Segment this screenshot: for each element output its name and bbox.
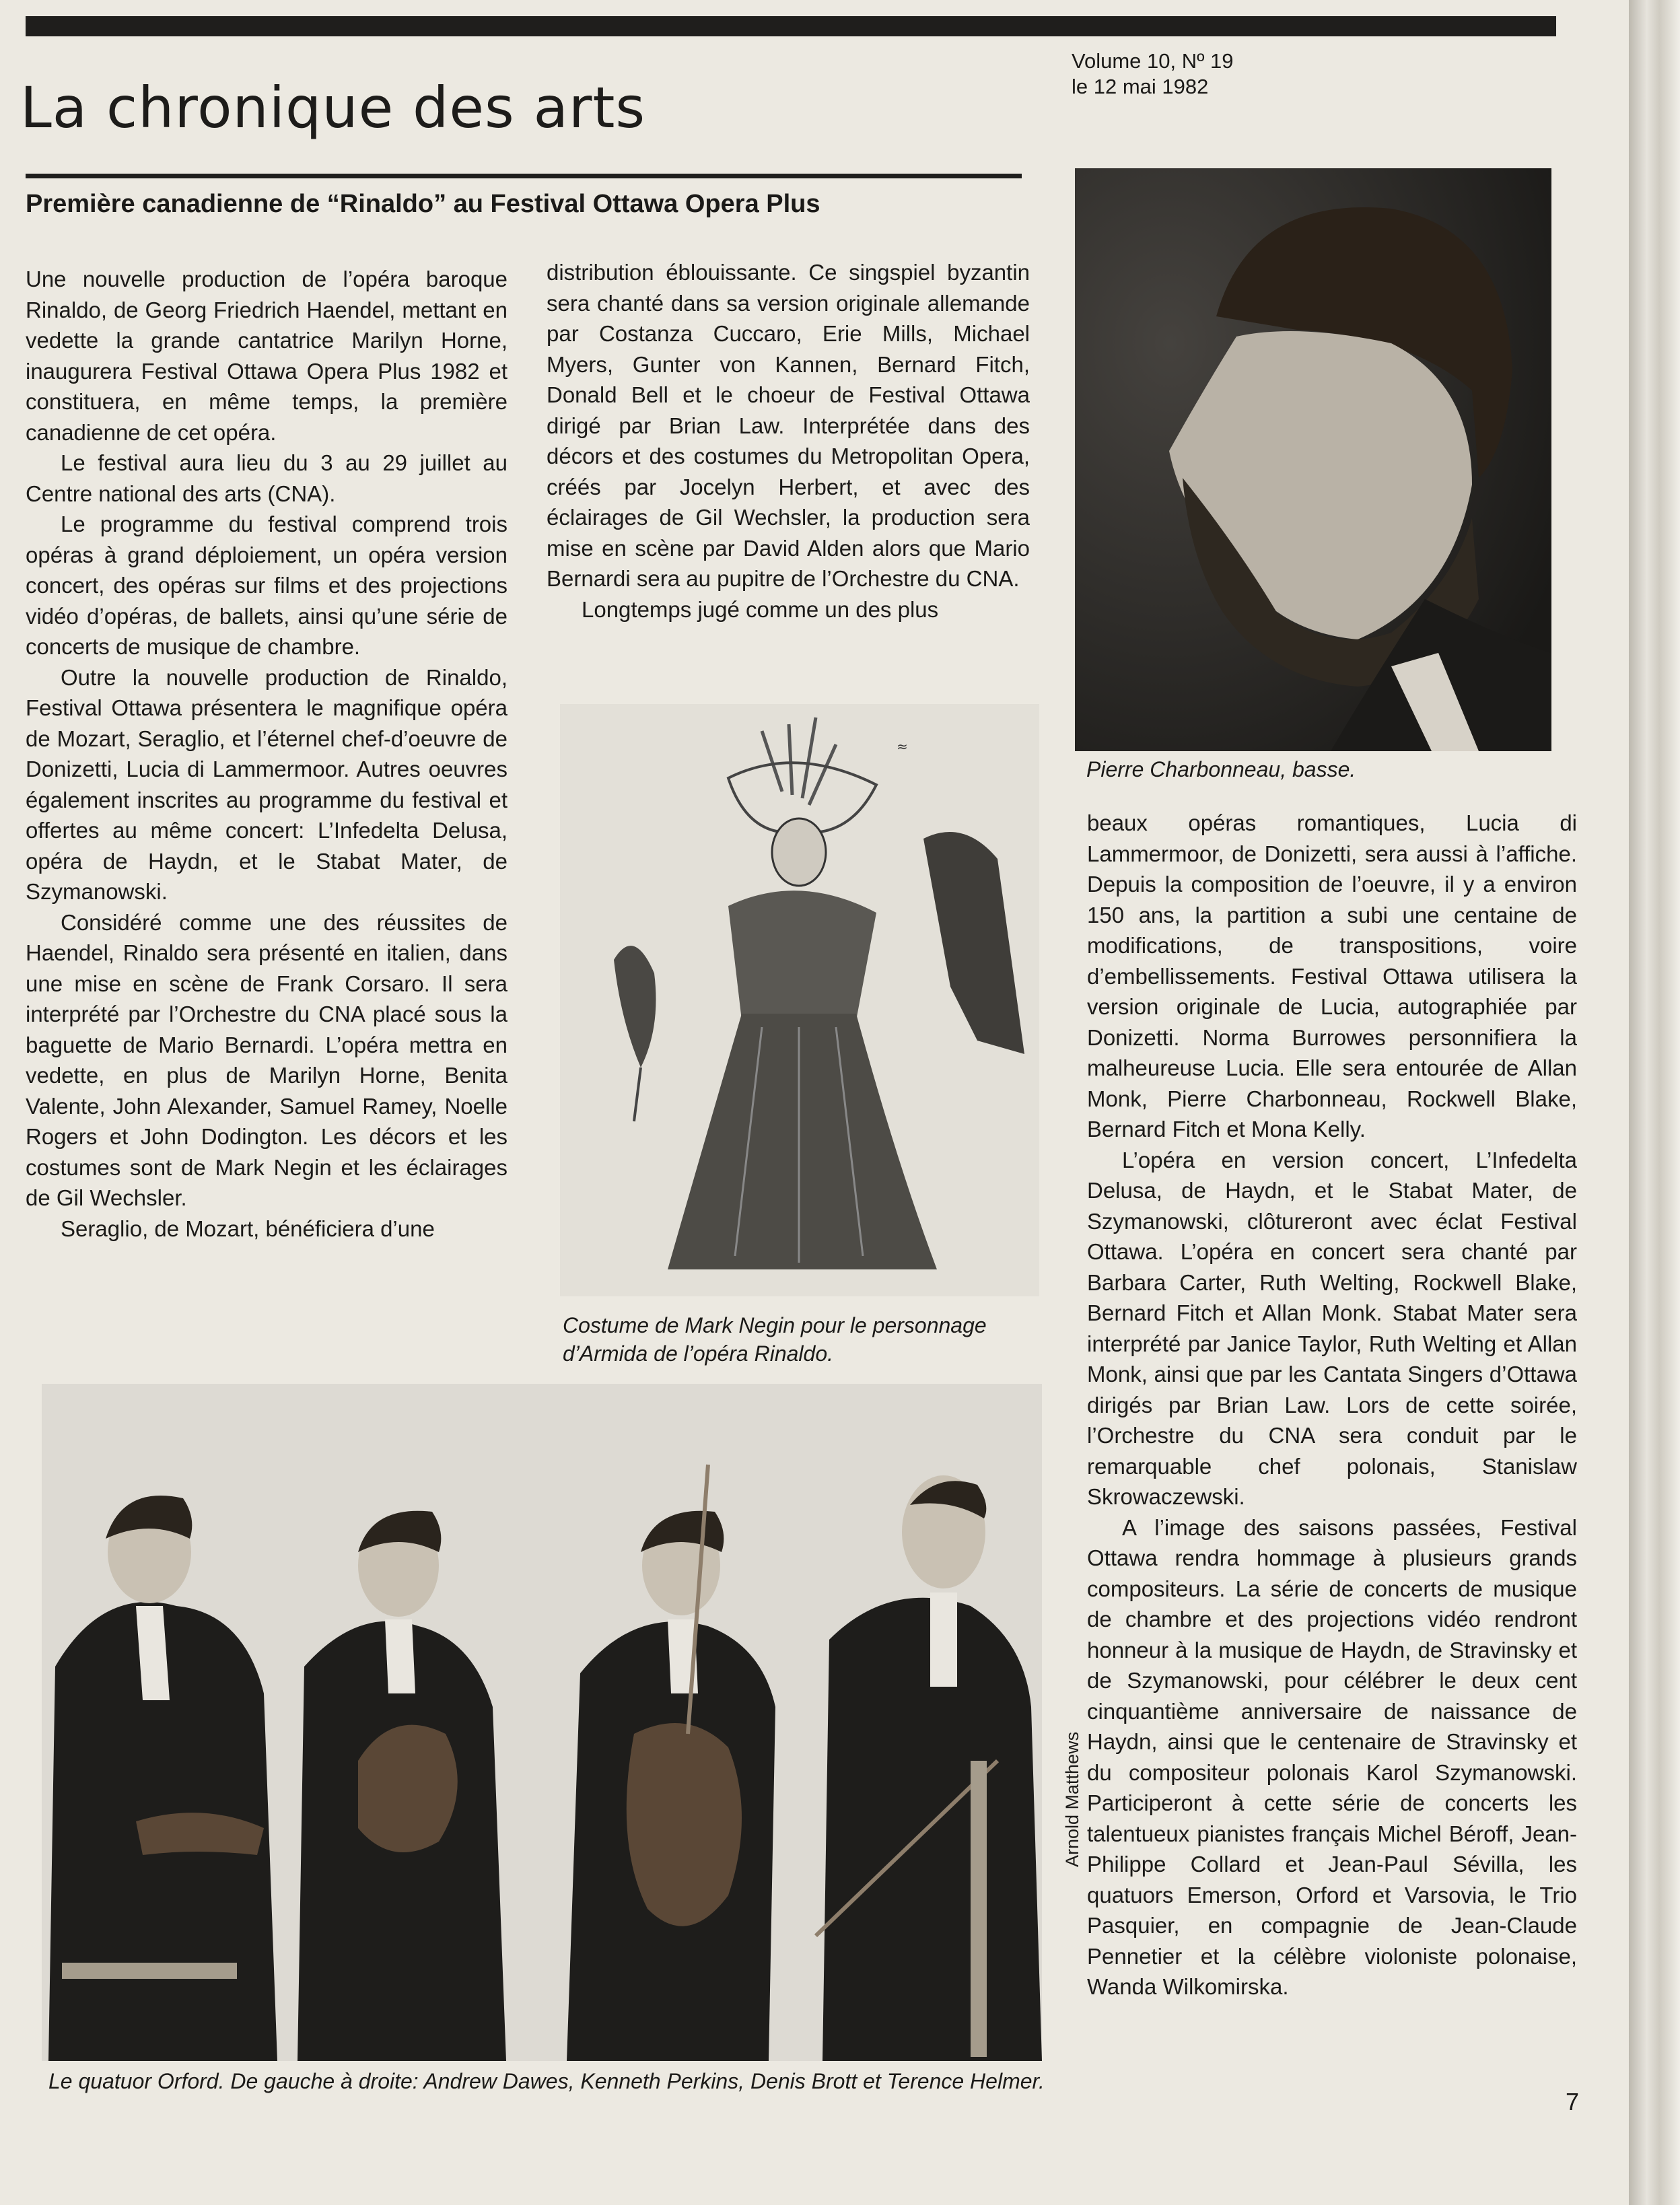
volume-number: Volume 10, Nº 19 xyxy=(1072,49,1234,73)
photo-credit: Arnold Matthews xyxy=(1062,1731,1082,1867)
quartet-caption: Le quatuor Orford. De gauche à droite: Andrew Dawes, Kenneth Perkins, Denis Brott et Terence Helmer. xyxy=(48,2069,1045,2093)
paragraph: distribution éblouissante. Ce singspiel byzantin sera chanté dans sa version originale allemande par Costanza Cuccaro, Erie Mills, Michael Myers, Gunter von Kannen, Bernard Fitch, Donald Bell et le choeur de Festival Ottawa dirigé par Brian Law. Interprétée dans des décors et des costumes du Metropolitan Opera, créés par Jocelyn Herbert, et avec des éclairages de Gil Wechsler, la production sera mise en scène par David Alden alors que Mario Bernardi sera au pupitre de l’Orchestre du CNA. xyxy=(547,260,1030,591)
svg-text:≈: ≈ xyxy=(897,738,908,755)
paragraph: Seraglio, de Mozart, bénéficiera d’une xyxy=(61,1216,435,1241)
costume-sketch-drawing xyxy=(560,704,1039,1296)
issue-info xyxy=(1072,48,1234,100)
paragraph: A l’image des saisons passées, Festival Ottawa rendra hommage à plusieurs grands compositeurs. La série de concerts de musique de chambre et des projections vidéo rendront honneur à la musique de Haydn, de Stravinsky et de Szymanowski, pour célébrer le deux cent cinquantième anniversaire de naissance de Haydn, ainsi que le centenaire de Stravinsky et du compositeur polonais Karol Szymanowski. Participeront à cette série de concerts les talentueux pianistes français Michel Béroff, Jean-Philippe Collard et Jean-Paul Sévilla, les quatuors Emerson, Orford et Varsovia, le Trio Pasquier, en compagnie de Jean-Claude Pennetier et la célèbre violoniste polonaise, Wanda Wilkomirska. xyxy=(1087,1514,1577,1999)
paragraph: Longtemps jugé comme un des plus xyxy=(582,596,939,622)
paragraph: Outre la nouvelle production de Rinaldo, Festival Ottawa présentera le magnifique opéra de Mozart, Seraglio, et l’éternel chef-d’oeuvre de Donizetti, Lucia di Lammermoor. Autres oeuvres également inscrites au programme du festival et offertes au même concert: L’Infedelta Delusa, opéra de Haydn, et le Stabat Mater, de Szymanowski. xyxy=(26,664,508,904)
paragraph: Une nouvelle production de l’opéra baroque Rinaldo, de Georg Friedrich Haendel, mettant en vedette la grande cantatrice Marilyn Horne, inaugurera Festival Ottawa Opera Plus 1982 et constituera, en même temps, la première canadienne de cet opéra. xyxy=(26,267,508,445)
portrait-caption: Pierre Charbonneau, basse. xyxy=(1086,757,1356,781)
paragraph: Considéré comme une des réussites de Haendel, Rinaldo sera présenté en italien, dans une mise en scène de Frank Corsaro. Il sera interprété par l’Orchestre du CNA placé sous la baguette de Mario Bernardi. L’opéra mettra en vedette, en plus de Marilyn Horne, Benita Valente, John Alexander, Samuel Ramey, Noelle Rogers et John Dodington. Les décors et les costumes sont de Mark Negin et les éclairages de Gil Wechsler. xyxy=(26,909,508,1210)
masthead-title: La chronique des arts xyxy=(20,75,646,141)
paragraph: Le programme du festival comprend trois opéras à grand déploiement, un opéra version concert, des opéras sur films et des projections vidéo d’opéras, de ballets, ainsi qu’une série de concerts de musique de chambre. xyxy=(26,512,508,659)
paragraph: beaux opéras romantiques, Lucia di Lammermoor, de Donizetti, sera aussi à l’affiche. Depuis la composition de l’oeuvre, il y a environ 150 ans, la partition a subi une centaine de modifications, de transpositions, voire d’embellissements. Festival Ottawa utilisera la version originale de Lucia, autographiée par Donizetti. Norma Burrowes personnifiera la malheureuse Lucia. Elle sera entourée de Allan Monk, Pierre Charbonneau, Rockwell Blake, Bernard Fitch et Mona Kelly. xyxy=(1087,810,1577,1142)
article-column-2 xyxy=(547,257,1030,625)
page-number: 7 xyxy=(1566,2088,1580,2115)
portrait-photo xyxy=(1075,168,1551,751)
portrait-image xyxy=(1075,168,1551,751)
costume-sketch-image xyxy=(560,704,1039,1296)
article-column-3 xyxy=(1087,808,1577,2002)
article-headline: Première canadienne de “Rinaldo” au Festival Ottawa Opera Plus xyxy=(26,190,820,218)
issue-date: le 12 mai 1982 xyxy=(1072,75,1209,98)
page-edge xyxy=(1629,0,1680,2205)
headline-rule xyxy=(26,174,1022,178)
quartet-image xyxy=(42,1384,1042,2061)
paragraph: L’opéra en version concert, L’Infedelta Delusa, de Haydn, et le Stabat Mater, de Szymanowski, clôtureront avec éclat Festival Ottawa. L’opéra en concert sera chanté par Barbara Carter, Ruth Welting, Rockwell Blake, Bernard Fitch et Allan Monk. Stabat Mater sera interprété par Janice Taylor, Ruth Welting et Allan Monk, ainsi que par les Cantata Singers d’Ottawa dirigés par Brian Law. Lors de cette soirée, l’Orchestre du CNA sera conduit par le remarquable chef polonais, Stanislaw Skrowaczewski. xyxy=(1087,1147,1577,1509)
costume-caption: Costume de Mark Negin pour le personnage d’Armida de l’opéra Rinaldo. xyxy=(563,1313,987,1366)
article-column-1 xyxy=(26,264,508,1244)
top-rule xyxy=(26,16,1556,36)
quartet-photo xyxy=(42,1384,1042,2061)
paragraph: Le festival aura lieu du 3 au 29 juillet au Centre national des arts (CNA). xyxy=(26,450,508,506)
